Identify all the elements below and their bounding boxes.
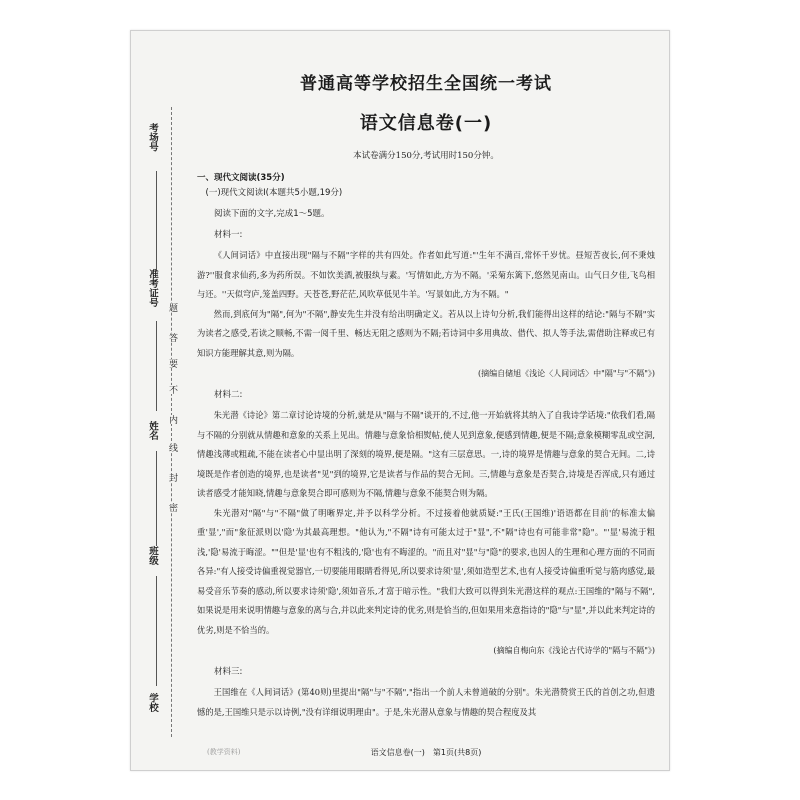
footer-left-note: (教学资料) [207,748,241,756]
exam-room-line [156,171,157,271]
sub-section-heading: (一)现代文阅读Ⅰ(本题共5小题,19分) [205,188,343,198]
material-1-source: (摘编自储旭《浅论〈人间词话〉中"隔"与"不隔"》) [478,369,655,378]
school-label: 学校 [147,693,158,712]
seal-char: 线 [167,443,177,452]
seal-char: 封 [167,473,177,482]
material-2-paragraph: 朱光潜对"隔"与"不隔"做了明晰界定,并予以科学分析。不过接着他就质疑:"王氏(王国维)'语语都在目前'的标准太偏重'显',"而"象征派则以'隐'为其最高理想。"他认为,"不隔"诗有可能太过于"显",不"隔"诗也有可能非常"隐"。"'显'易流于粗浅,'隐'易流于晦涩。""但是'显'也有不粗浅的,'隐'也有不晦涩的。"而且对"显"与"隐"的要求,也因人的生理和心理方面的不同而各异:"有人接受诗偏重视觉器官,一切要能用眼睛看得见,所以要求诗须'显',须如造型艺术,也有人接受诗偏重听觉与筋肉感觉,最易受音乐节奏的感动,所以要求诗须'隐',须如音乐,才富于暗示性。"我们大致可以得到朱光潜这样的观点:王国维的"隔与不隔",如果说是用来说明情趣与意象的离与合,并以此来判定诗的优劣,则是恰当的,但如果用来意指诗的"隐"与"显",并以此来判定诗的优劣,则是不恰当的。 [197,507,655,635]
seal-char: 题 [167,303,177,312]
name-label: 姓名 [147,421,158,440]
material-1-paragraph: 《人间词话》中直接出现"隔与不隔"字样的共有四处。作者如此写道:"'生年不满百,常怀千岁忧。昼短苦夜长,何不秉烛游?''服食求仙药,多为药所误。不如饮美酒,被服纨与素。'写情如此,方为不隔。'采菊东篱下,悠然见南山。山气日夕佳,飞鸟相与还。''天似穹庐,笼盖四野。天苍苍,野茫茫,风吹草低见牛羊。'写景如此,方为不隔。" [197,250,655,299]
seal-char: 要 [167,359,177,368]
exam-room-label: 考场号 [147,123,158,152]
exam-sheet [130,30,670,771]
seal-char: 内 [167,415,177,424]
material-2-label: 材料二: [214,390,243,400]
instruction: 阅读下面的文字,完成1～5题。 [214,209,330,219]
admission-no-line [156,321,157,411]
name-line [156,451,157,546]
page-footer: 语文信息卷(一) 第1页(共8页) [370,748,482,757]
class-line [156,576,157,686]
seal-char: 不 [167,385,177,394]
exam-subtitle: 语文信息卷(一) [359,113,493,134]
exam-title: 普通高等学校招生全国统一考试 [300,74,552,94]
material-2-paragraph: 朱光潜《诗论》第二章讨论诗境的分析,就是从"隔与不隔"谈开的,不过,他一开始就将其纳入了自我诗学话境:"依我们看,隔与不隔的分别就从情趣和意象的关系上见出。情趣与意象恰相熨帖,使人见到意象,便感到情趣,便是不隔;意象模糊零乱或空洞,情趣浅薄或粗疏,不能在读者心中显出明了深刻的境界,便是隔。"这有三层意思。一,诗的境界是情趣与意象的契合无间。二,诗境既是作者创造的境界,也是读者"见"到的境界,它是读者与作品的契合无间。三,情趣与意象是否契合,诗境是否浑成,只有通过读者感受才能知晓,情趣与意象契合即可感则为不隔,情趣与意象不能契合则为隔。 [197,410,655,498]
admission-no-label: 准考证号 [147,269,158,307]
exam-note: 本试卷满分150分,考试用时150分钟。 [353,151,499,161]
seal-char: 答 [167,333,177,342]
section-heading: 一、现代文阅读(35分) [197,173,285,183]
material-1-label: 材料一: [214,230,243,240]
seal-char: 密 [167,503,177,512]
exam-content [197,61,655,722]
class-label: 班级 [147,546,158,565]
material-1-paragraph: 然而,到底何为"隔",何为"不隔",静安先生并没有给出明确定义。若从以上诗句分析,我们能得出这样的结论:"隔与不隔"实为读者之感受,若读之顺畅,不需一阅千里、畅达无阻之感则为不隔;若诗词中多用典故、借代、拟人等手法,需借助注释或已有知识方能理解其意,则为隔。 [197,308,655,358]
material-3-paragraph: 王国维在《人间词话》(第40则)里提出"隔"与"不隔","指出一个前人未曾道破的分别"。朱光潜赞赏王氏的首创之功,但遗憾的是,王国维只是示以诗例,"没有详细说明理由"。于是,朱光潜从意象与情趣的契合程度及其 [197,687,655,717]
material-2-source: (摘编自梅向东《浅论古代诗学的"隔与不隔"》) [493,646,655,655]
material-3-label: 材料三: [214,667,243,677]
